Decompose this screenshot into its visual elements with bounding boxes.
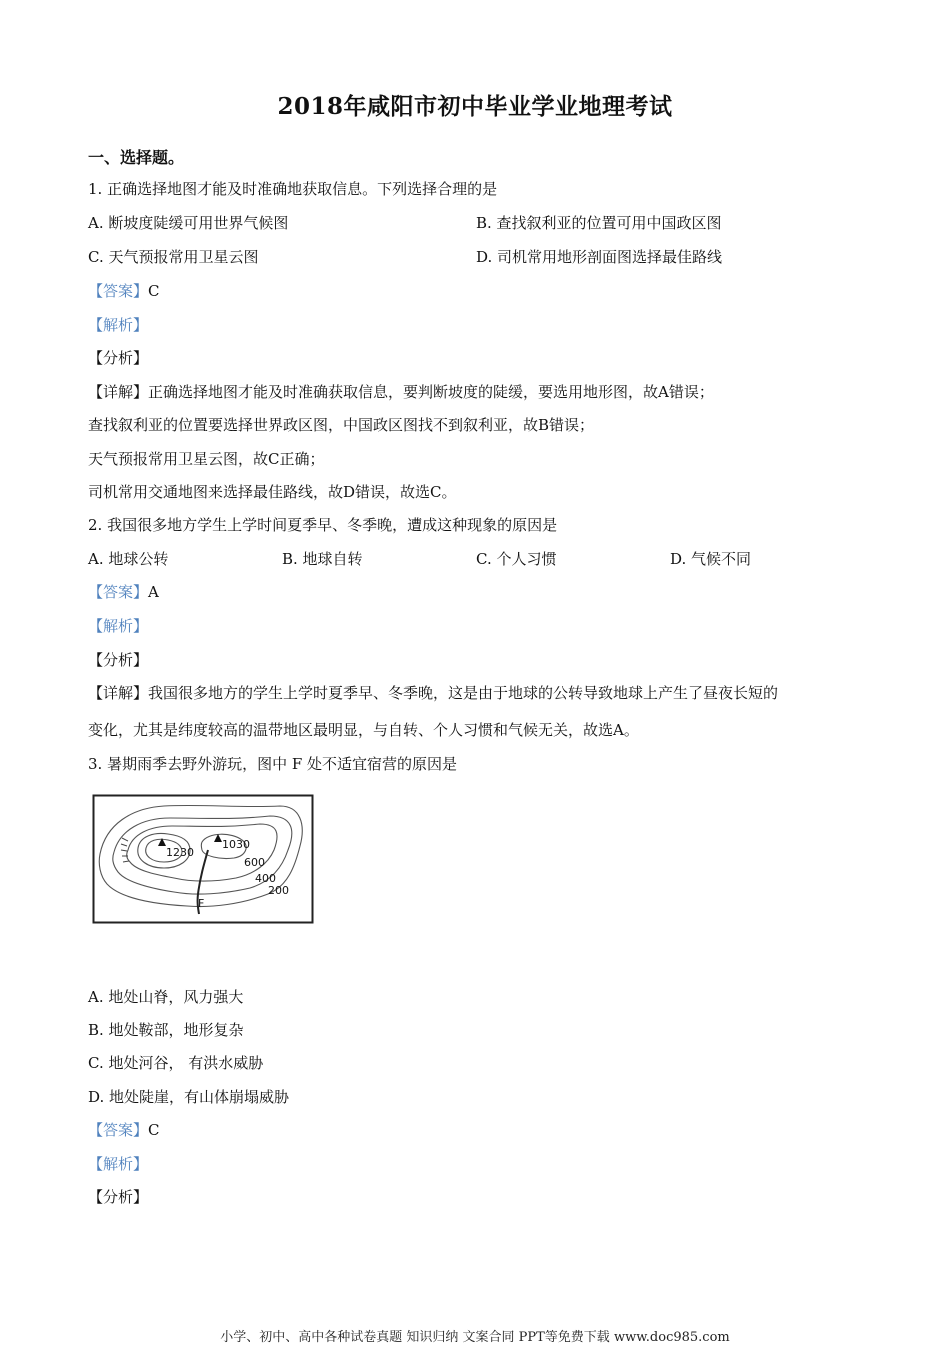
q3-option-b: B. 地处鞍部，地形复杂 — [88, 1021, 244, 1039]
page-title: 2018年咸阳市初中毕业学业地理考试 — [277, 93, 673, 120]
peak-2-label: 1030 — [222, 838, 250, 851]
q2-detail-1 — [88, 682, 778, 703]
detail-text: 我国很多地方的学生上学时夏季早、冬季晚，这是由于地球的公转导致地球上产生了昼夜长短的 — [148, 684, 779, 702]
q2-option-d: D. 气候不同 — [670, 550, 752, 568]
q1-fenxi-label: 【分析】 — [88, 349, 149, 367]
q1-detail-1 — [88, 381, 714, 402]
q1-option-d: D. 司机常用地形剖面图选择最佳路线 — [476, 248, 723, 266]
answer-value: C — [148, 282, 160, 300]
q3-answer — [88, 1119, 160, 1140]
q1-option-c: C. 天气预报常用卫星云图 — [88, 248, 259, 266]
contour-label-400: 400 — [255, 872, 276, 885]
answer-value: A — [148, 583, 159, 601]
q3-fenxi-label: 【分析】 — [88, 1188, 149, 1206]
q1-detail-4: 司机常用交通地图来选择最佳路线，故D错误，故选C。 — [88, 483, 457, 501]
q2-option-b: B. 地球自转 — [282, 550, 363, 568]
q2-option-a: A. 地球公转 — [88, 550, 169, 568]
q1-answer — [88, 280, 160, 301]
contour-label-600: 600 — [244, 856, 265, 869]
q1-jiexi-label: 【解析】 — [88, 316, 149, 334]
contour-label-200: 200 — [268, 884, 289, 897]
q2-jiexi-label: 【解析】 — [88, 617, 149, 635]
detail-label: 【详解】 — [88, 684, 149, 702]
detail-label: 【详解】 — [88, 383, 149, 401]
q3-option-d: D. 地处陡崖，有山体崩塌威胁 — [88, 1088, 290, 1106]
answer-label: 【答案】 — [88, 282, 149, 300]
answer-label: 【答案】 — [88, 583, 149, 601]
section-heading: 一、选择题。 — [88, 148, 185, 167]
peak-1-label: 1230 — [166, 846, 194, 859]
answer-value: C — [148, 1121, 160, 1139]
q1-detail-2: 查找叙利亚的位置要选择世界政区图，中国政区图找不到叙利亚，故B错误； — [88, 416, 595, 434]
q2-option-c: C. 个人习惯 — [476, 550, 557, 568]
answer-label: 【答案】 — [88, 1121, 149, 1139]
q1-detail-3: 天气预报常用卫星云图，故C正确； — [88, 450, 325, 468]
q2-fenxi-label: 【分析】 — [88, 651, 149, 669]
q2-stem: 2. 我国很多地方学生上学时间夏季早、冬季晚，遭成这种现象的原因是 — [88, 516, 558, 534]
q1-option-a: A. 断坡度陡缓可用世界气候图 — [88, 214, 289, 232]
contour-map — [92, 794, 314, 924]
q3-option-a: A. 地处山脊，风力强大 — [88, 988, 244, 1006]
q1-stem: 1. 正确选择地图才能及时准确地获取信息。下列选择合理的是 — [88, 180, 498, 198]
q2-detail-2: 变化，尤其是纬度较高的温带地区最明显，与自转、个人习惯和气候无关，故选A。 — [88, 721, 639, 739]
q3-stem: 3. 暑期雨季去野外游玩，图中 F 处不适宜宿营的原因是 — [88, 755, 458, 773]
detail-text: 正确选择地图才能及时准确获取信息，要判断坡度的陡缓，要选用地形图，故A错误； — [148, 383, 714, 401]
q3-option-c: C. 地处河谷， 有洪水威胁 — [88, 1054, 264, 1072]
q1-option-b: B. 查找叙利亚的位置可用中国政区图 — [476, 214, 722, 232]
q3-jiexi-label: 【解析】 — [88, 1155, 149, 1173]
page-footer: 小学、初中、高中各种试卷真题 知识归纳 文案合同 PPT等免费下载 www.doc985.com — [220, 1330, 730, 1345]
q2-answer — [88, 581, 159, 602]
point-f-label: F — [198, 897, 205, 910]
